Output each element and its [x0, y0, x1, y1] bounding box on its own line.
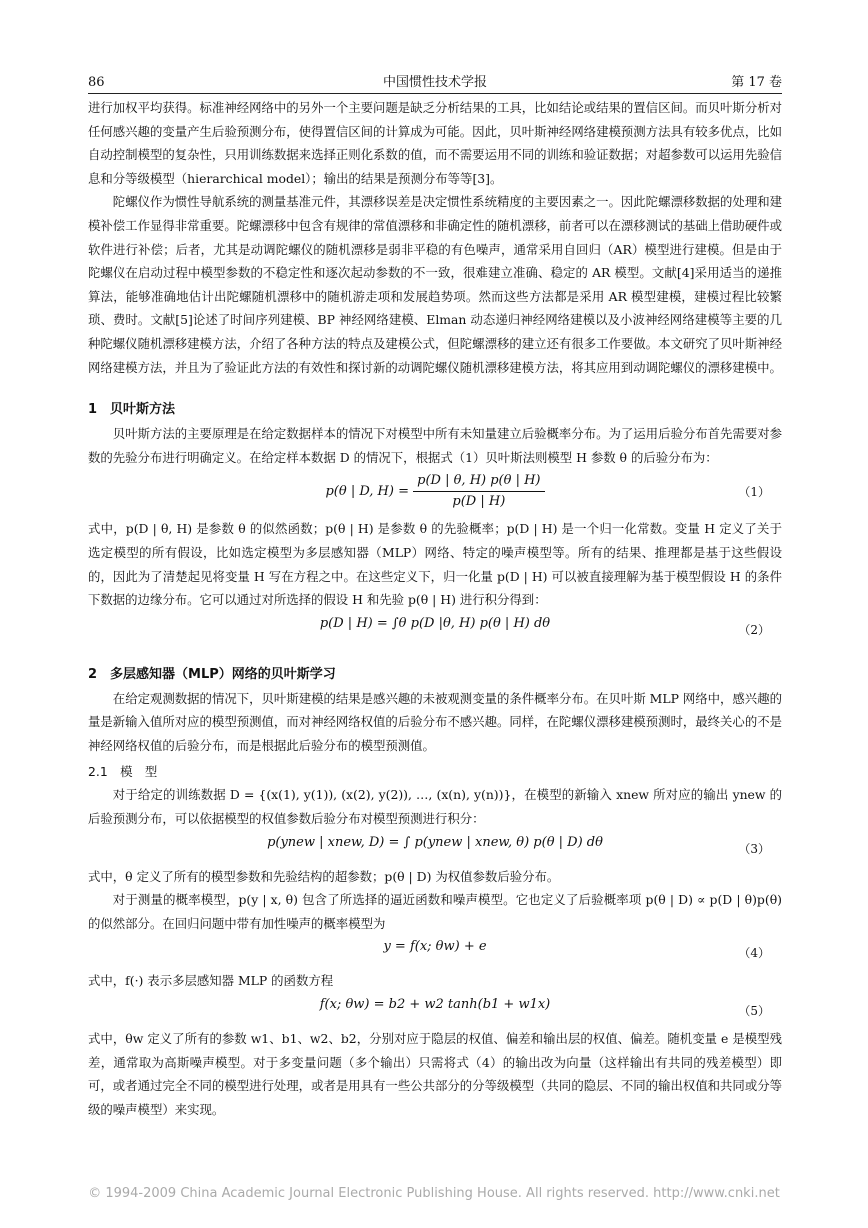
equation-1-lhs: p(θ | D, H) =: [325, 484, 409, 500]
equation-5: [88, 995, 782, 1025]
copyright-footer: © 1994-2009 China Academic Journal Electronic Publishing House. All rights reserved. http://www.cnki.net: [88, 1186, 780, 1201]
equation-4: [88, 937, 782, 967]
volume-label: 第 17 卷: [731, 75, 782, 90]
equation-3: [88, 833, 782, 863]
paragraph-mlp-bayes: 在给定观测数据的情况下，贝叶斯建模的结果是感兴趣的未被观测变量的条件概率分布。在贝叶斯 MLP 网络中，感兴趣的量是新输入值所对应的模型预测值，而对神经网络权值的后验分布不感兴趣。同样，在陀螺仪漂移建模预测时，最终关心的不是神经网络权值的后验分布，而是根据此后验分布的模型预测值。: [88, 690, 782, 753]
paragraph-gyro-drift: 陀螺仪作为惯性导航系统的测量基准元件，其漂移误差是决定惯性系统精度的主要因素之一。因此陀螺漂移数据的处理和建模补偿工作显得非常重要。陀螺漂移中包含有规律的常值漂移和非确定性的随机漂移，前者可以在漂移测试的基础上借助硬件或软件进行补偿；后者，尤其是动调陀螺仪的随机漂移是弱非平稳的有色噪声，通常采用自回归（AR）模型进行建模。但是由于陀螺仪在启动过程中模型参数的不稳定性和逐次起动参数的不一致，很难建立准确、稳定的 AR 模型。文献[4]采用适当的递推算法，能够准确地估计出陀螺随机漂移中的随机游走项和发展趋势项。然而这些方法都是采用 AR 模型建模，建模过程比较繁琐、费时。文献[5]论述了时间序列建模、BP 神经网络建模、Elman 动态递归神经网络建模以及小波神经网络建模等主要的几种陀螺仪随机漂移建模方法，介绍了各种方法的特点及建模公式，但陀螺漂移的建立还有很多工作要做。本文研究了贝叶斯神经网络建模方法，并且为了验证此方法的有效性和探讨新的动调陀螺仪随机漂移建模方法，将其应用到动调陀螺仪的漂移建模中。: [88, 194, 782, 375]
paragraph-probability-model: 对于测量的概率模型，p(y | x, θ) 包含了所选择的逼近函数和噪声模型。它也定义了后验概率项 p(θ | D) ∝ p(D | θ)p(θ) 的似然部分。在回归问题中带有加性噪声的概率模型为: [88, 892, 782, 931]
equation-4-number: （4）: [738, 946, 770, 961]
equation-1-numerator: p(D | θ, H) p(θ | H): [413, 471, 544, 492]
equation-1-denominator: p(D | H): [452, 494, 506, 510]
equation-2-body: p(D | H) = ∫θ p(D |θ, H) p(θ | H) dθ: [319, 615, 551, 631]
paragraph-intro-continued: 进行加权平均获得。标准神经网络中的另外一个主要问题是缺乏分析结果的工具，比如结论或结果的置信区间。而贝叶斯分析对任何感兴趣的变量产生后验预测分布，使得置信区间的计算成为可能。因此，贝叶斯神经网络建模预测方法具有较多优点，比如自动控制模型的复杂性，只用训练数据来选择正则化系数的值，而不需要运用不同的训练和验证数据；对超参数可以运用先验信息和分等级模型（hierarchical model）；输出的结果是预测分布等等[3]。: [88, 100, 782, 186]
paragraph-parameters: 式中，θw 定义了所有的参数 w1、b1、w2、b2，分别对应于隐层的权值、偏差和输出层的权值、偏差。随机变量 e 是模型残差，通常取为高斯噪声模型。对于多变量问题（多个输出）只需将式（4）的输出改为向量（这样输出有共同的残差模型）即可，或者通过完全不同的模型进行处理，或者是用具有一些公共部分的分等级模型（共同的隐层、不同的输出权值和共同或分等级的噪声模型）来实现。: [88, 1031, 782, 1117]
page-number: 86: [88, 75, 105, 90]
equation-1: [88, 471, 782, 515]
paragraph-mlp-function: 式中，f(·) 表示多层感知器 MLP 的函数方程: [88, 973, 334, 989]
equation-3-body: p(ynew | xnew, D) = ∫ p(ynew | xnew, θ) p(θ | D) dθ: [267, 834, 603, 850]
paragraph-theta-definition: 式中，θ 定义了所有的模型参数和先验结构的超参数；p(θ | D) 为权值参数后验分布。: [88, 868, 560, 884]
subsection-heading-2-1: 2.1 模 型: [88, 764, 158, 780]
equation-4-body: y = f(x; θw) + e: [383, 939, 487, 955]
equation-1-number: （1）: [738, 485, 770, 500]
paragraph-training-data: 对于给定的训练数据 D = {(x(1), y(1)), (x(2), y(2)), …, (x(n), y(n))}，在模型的新输入 xnew 所对应的输出 ynew 的后验预测分布，可以依据模型的权值参数后验分布对模型预测进行积分：: [88, 787, 782, 827]
section-heading-1: 1 贝叶斯方法: [88, 402, 176, 418]
equation-2-number: （2）: [738, 622, 770, 637]
paragraph-likelihood-explained: 式中，p(D | θ, H) 是参数 θ 的似然函数；p(θ | H) 是参数 θ 的先验概率；p(D | H) 是一个归一化常数。变量 H 定义了关于选定模型的所有假设，比如选定模型为多层感知器（MLP）网络、特定的噪声模型等。所有的结果、推理都是基于这些假设的，因此为了清楚起见将变量 H 写在方程之中。在这些定义下，归一化量 p(D | H) 可以被直接理解为基于模型假设 H 的条件下数据的边缘分布。它可以通过对所选择的假设 H 和先验 p(θ | H) 进行积分得到：: [88, 521, 782, 608]
header-rule: [88, 93, 782, 94]
equation-2: [88, 614, 782, 644]
equation-5-number: （5）: [738, 1004, 770, 1019]
equation-1-fraction: [413, 471, 544, 512]
equation-5-body: f(x; θw) = b2 + w2 tanh(b1 + w1x): [319, 997, 551, 1013]
running-header: [88, 74, 782, 92]
section-heading-2: 2 多层感知器（MLP）网络的贝叶斯学习: [88, 666, 336, 682]
equation-3-number: （3）: [738, 841, 770, 856]
journal-title: 中国惯性技术学报: [382, 75, 487, 90]
article-body: [88, 96, 782, 1121]
paragraph-bayes-principle: 贝叶斯方法的主要原理是在给定数据样本的情况下对模型中所有未知量建立后验概率分布。为了运用后验分布首先需要对参数的先验分布进行明确定义。在给定样本数据 D 的情况下，根据式（1）贝叶斯法则模型 H 参数 θ 的后验分布为：: [88, 426, 782, 465]
